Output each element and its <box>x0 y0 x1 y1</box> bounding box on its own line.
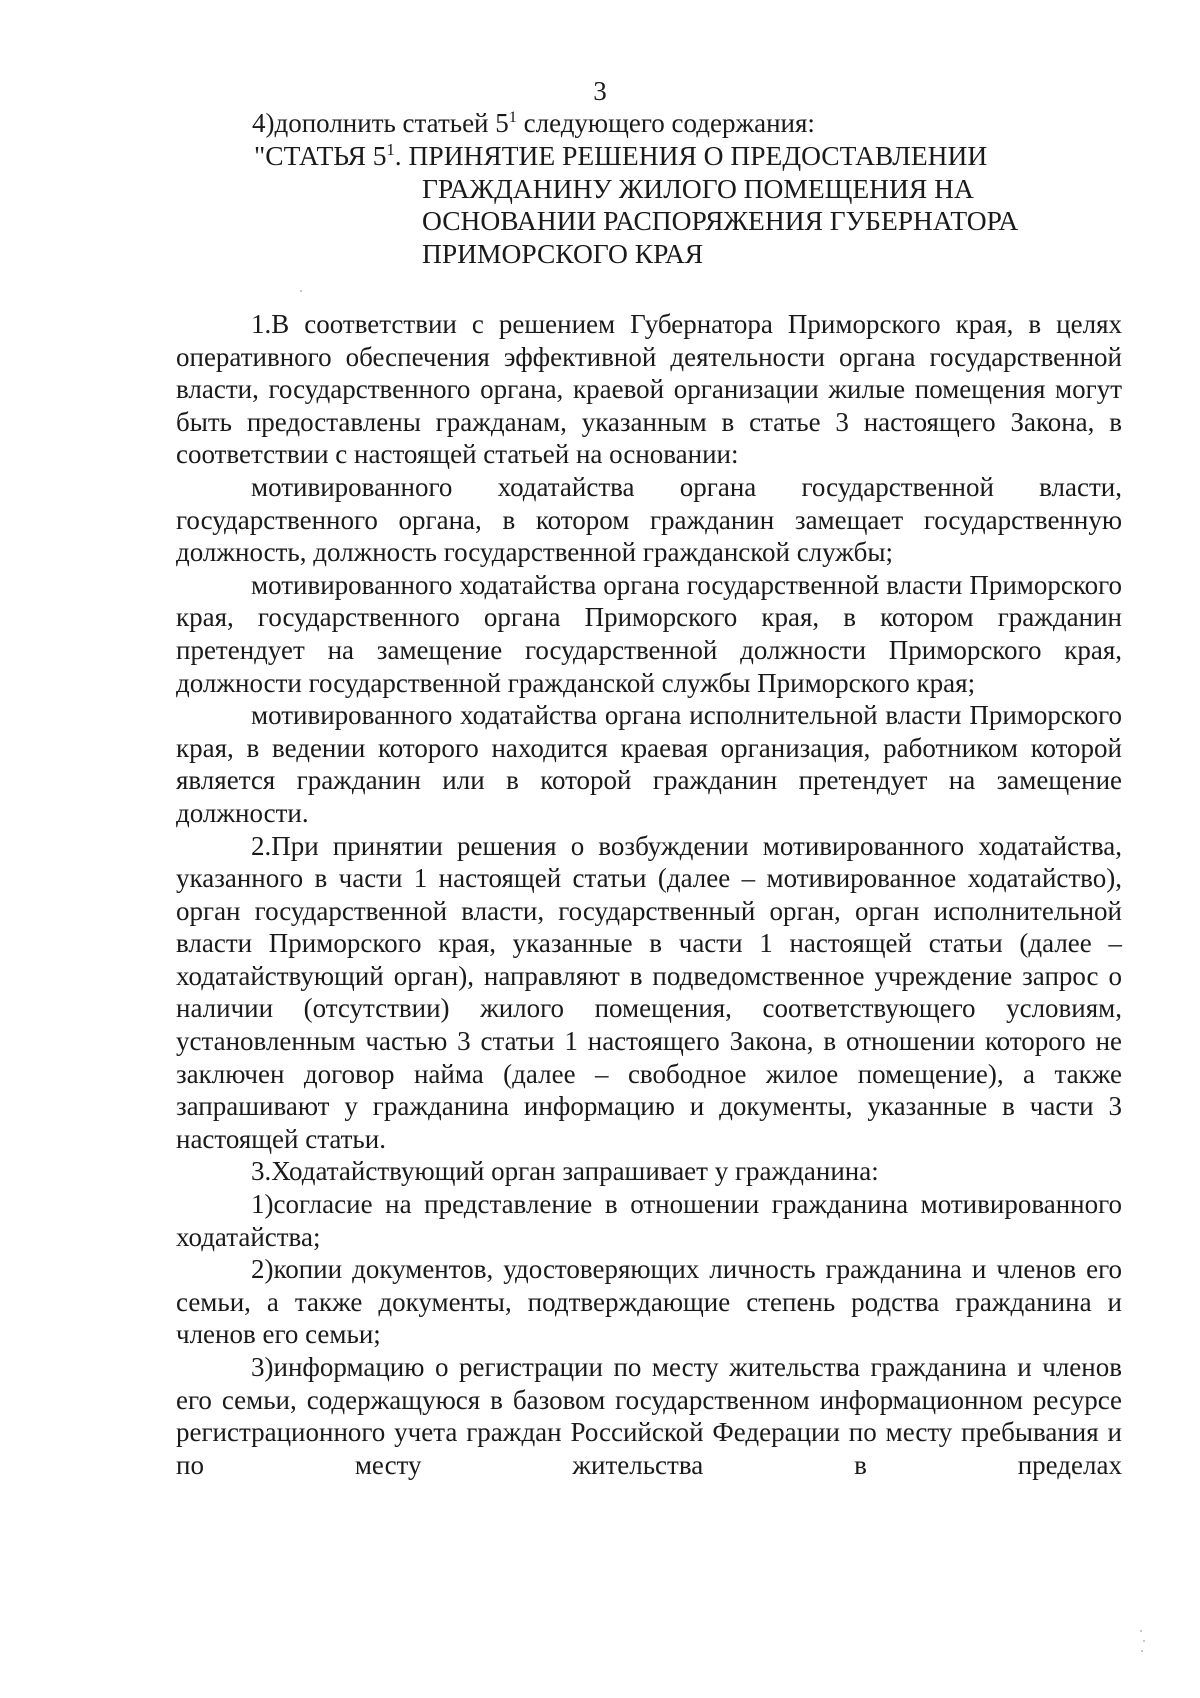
scan-speck <box>1143 1640 1145 1642</box>
page-number: 3 <box>593 76 607 106</box>
paragraph-part-3-item-1: 1)согласие на представление в отношении гражданина мотивированного ходатайства; <box>176 1189 1122 1252</box>
paragraph-basis-item-1: мотивированного ходатайства органа государственной власти, государственного органа, в котором гражданин замещает государственную должность, должность государственной гражданской службы; <box>176 471 1122 568</box>
heading-line-3: ОСНОВАНИИ РАСПОРЯЖЕНИЯ ГУБЕРНАТОРА <box>422 205 1019 236</box>
paragraph-part-3-item-2: 2)копии документов, удостоверяющих личность гражданина и членов его семьи, а также документы, подтверждающие степень родства гражданина и членов его семьи; <box>176 1254 1122 1350</box>
scan-speck <box>1141 1650 1143 1652</box>
amendment-superscript: 1 <box>508 108 517 126</box>
paragraph-part-2: 2.При принятии решения о возбуждении мотивированного ходатайства, указанного в части 1 настоящей статьи (далее – мотивированное ходатайство), орган государственной власти, государственный орган, орган исполнительной власти Приморского края, указанные в части 1 настоящей статьи (далее – ходатайствующий орган), направляют в подведомственное учреждение запрос о наличии (отсутствии) жилого помещения, соответствующего условиям, установленным частью 3 статьи 1 настоящего Закона, в отношении которого не заключен договор найма (далее – свободное жилое помещение), а также запрашивают у гражданина информацию и документы, указанные в части 3 настоящей статьи. <box>176 830 1122 1154</box>
article-heading <box>254 140 1018 270</box>
heading-line-1-rest: . ПРИНЯТИЕ РЕШЕНИЯ О ПРЕДОСТАВЛЕНИИ <box>394 140 988 171</box>
paragraph-part-3: 3.Ходатайствующий орган запрашивает у гражданина: <box>251 1156 879 1187</box>
paragraph-basis-item-3: мотивированного ходатайства органа исполнительной власти Приморского края, в ведении которого находится краевая организация, работником которой является гражданин или в которой гражданин претендует на замещение должности. <box>176 700 1122 828</box>
scan-speck <box>300 290 302 292</box>
amendment-prefix: 4)дополнить статьей 5 <box>252 108 509 138</box>
paragraph-part-1: 1.В соответствии с решением Губернатора Приморского края, в целях оперативного обеспечения эффективной деятельности органа государственной власти, государственного органа, краевой организации жилые помещения могут быть предоставлены гражданам, указанным в статье 3 настоящего Закона, в соответствии с настоящей статьей на основании: <box>176 309 1122 470</box>
scan-speck <box>1140 1630 1142 1632</box>
paragraph-basis-item-2: мотивированного ходатайства органа государственной власти Приморского края, государственного органа Приморского края, в котором гражданин претендует на замещение государственной должности Приморского края, должности государственной гражданской службы Приморского края; <box>176 569 1122 698</box>
heading-line-1 <box>254 140 1018 173</box>
heading-superscript: 1 <box>386 139 395 159</box>
paragraph-part-3-item-3: 3)информацию о регистрации по месту жительства гражданина и членов его семьи, содержащуюся в базовом государственном информационном ресурсе регистрационного учета граждан Российской Федерации по месту пребывания и по месту жительства в пределах <box>176 1352 1122 1480</box>
article-body <box>176 308 1122 1481</box>
amendment-line <box>252 108 815 139</box>
amendment-suffix: следующего содержания: <box>516 108 815 138</box>
heading-prefix: "СТАТЬЯ 5 <box>254 140 387 171</box>
heading-line-4: ПРИМОРСКОГО КРАЯ <box>422 237 704 269</box>
heading-line-2: ГРАЖДАНИНУ ЖИЛОГО ПОМЕЩЕНИЯ НА <box>422 172 974 204</box>
